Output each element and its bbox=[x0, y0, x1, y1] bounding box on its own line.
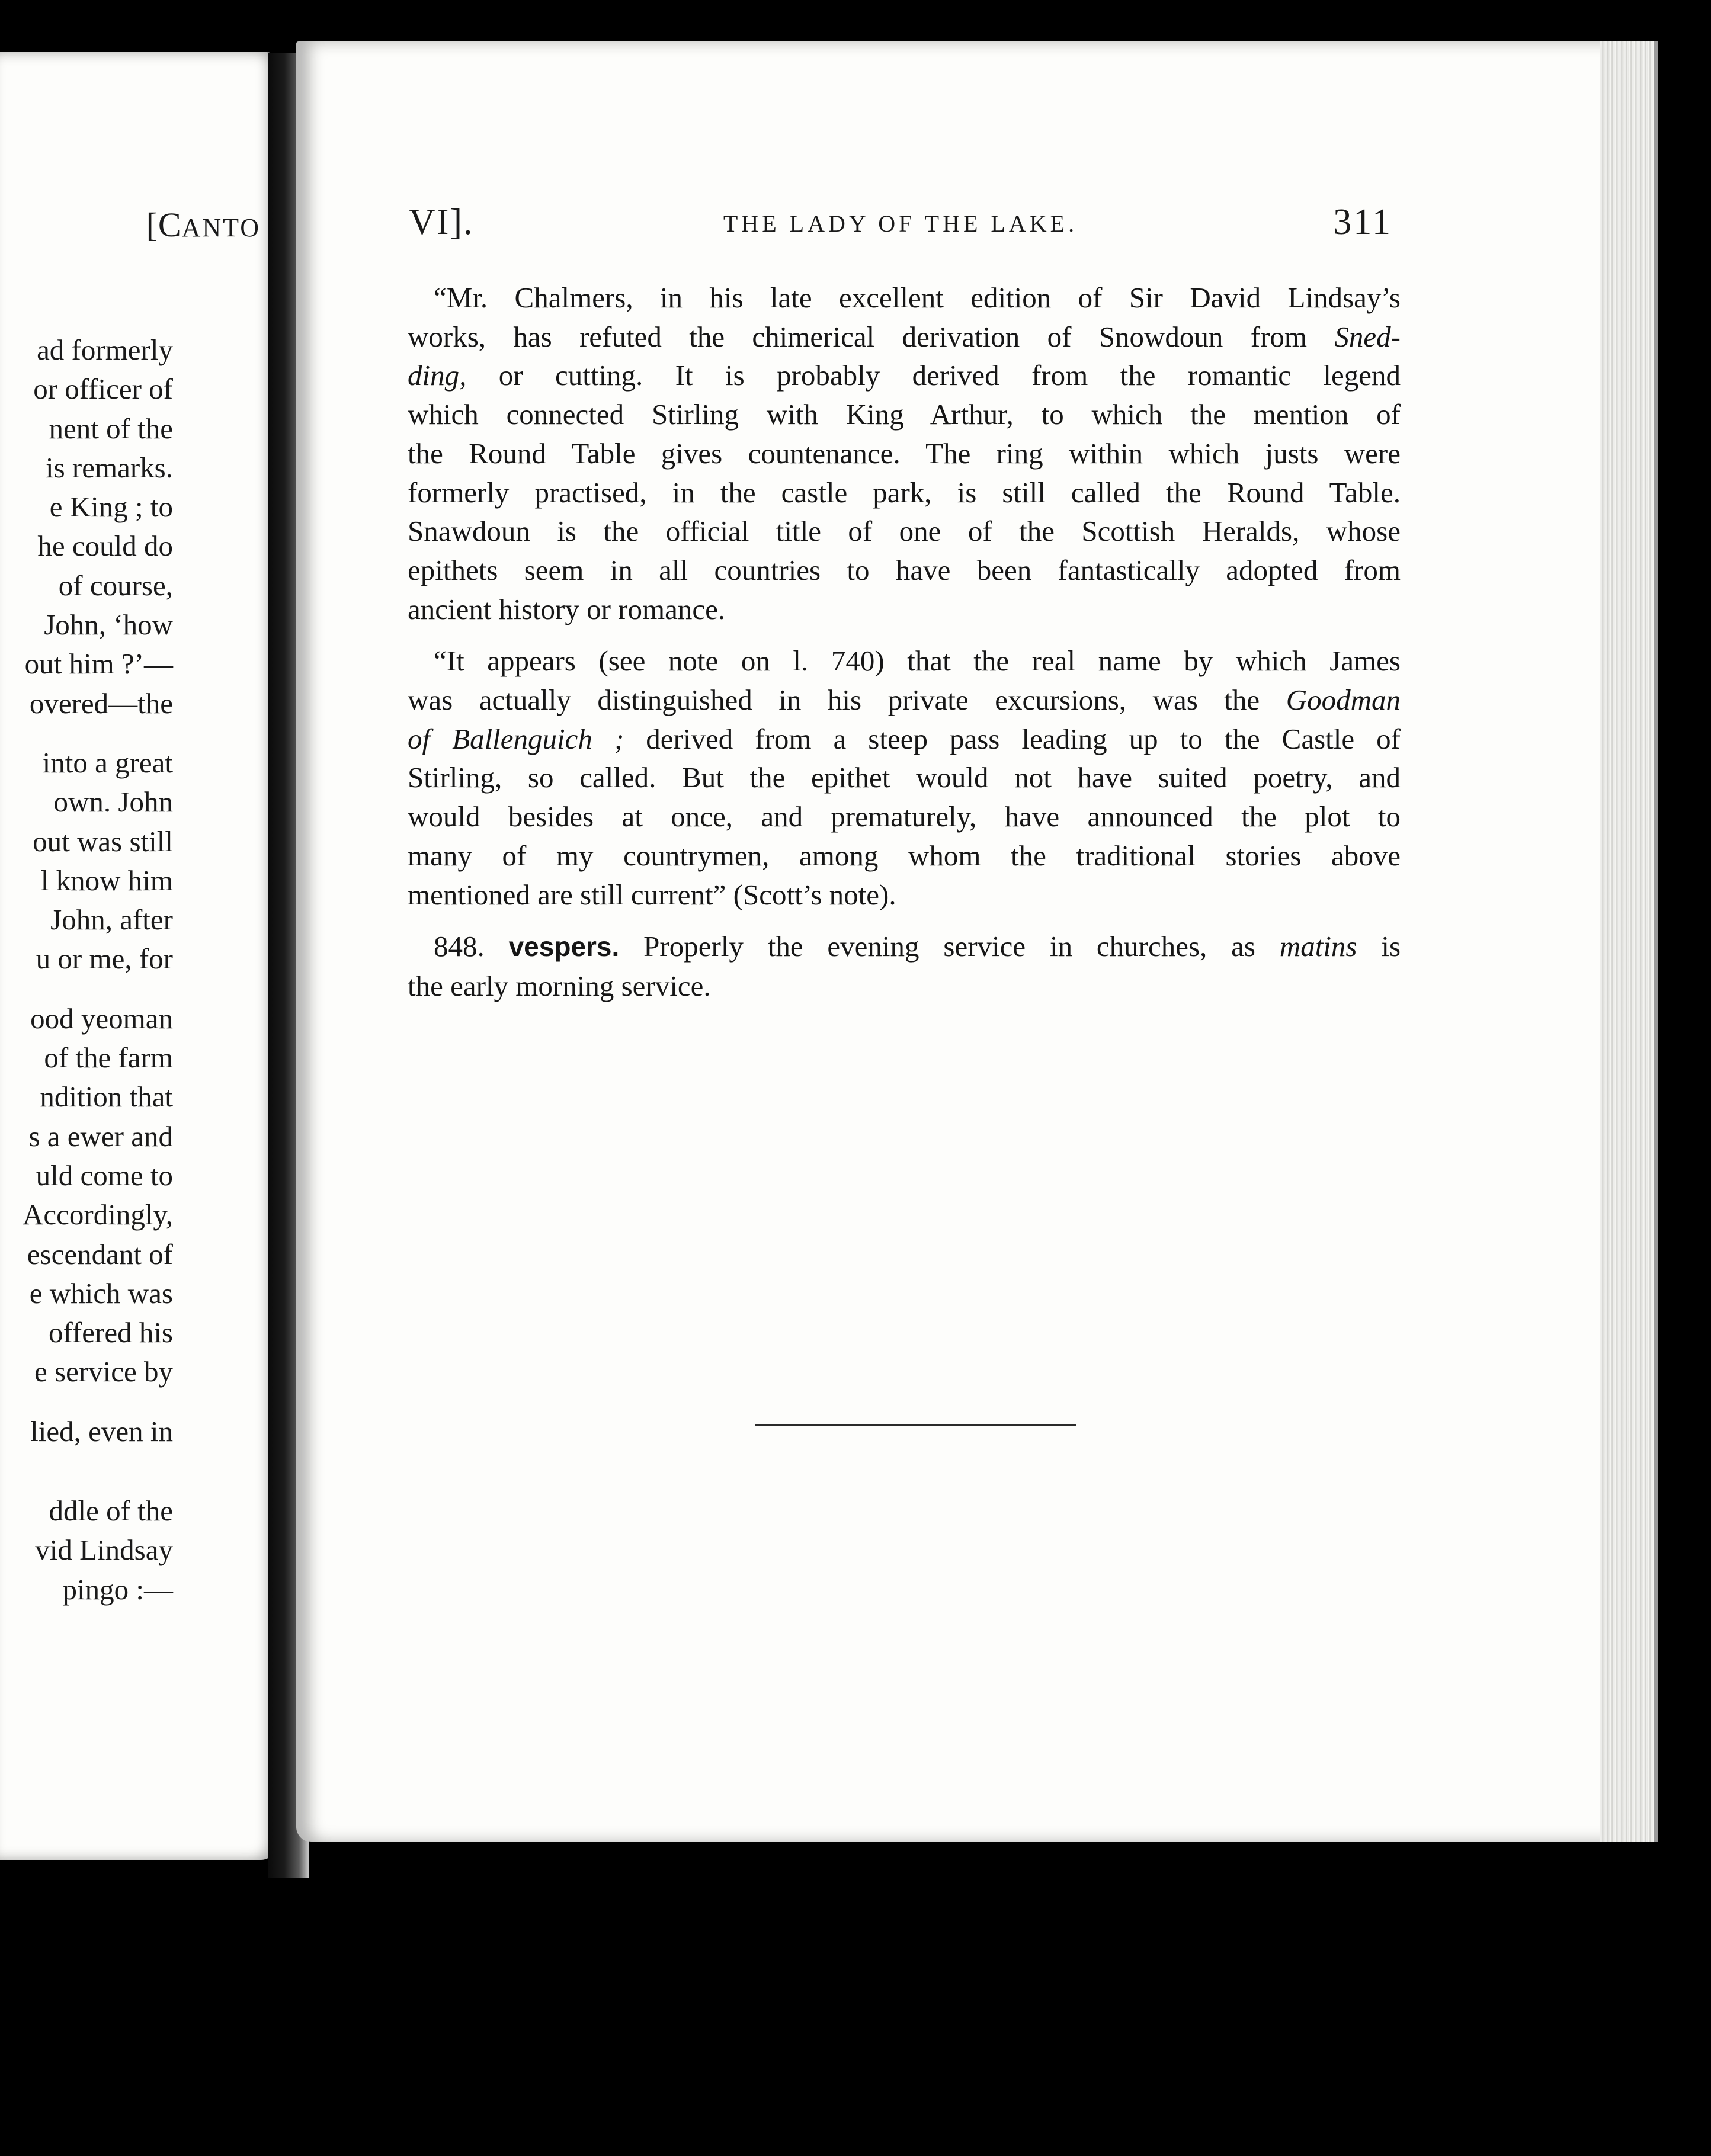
text-segment: works, has refuted the chimerical derivation of Snowdoun from bbox=[408, 320, 1308, 353]
text-segment: was actually distinguished in his private excursions, was the bbox=[408, 684, 1260, 717]
left-text-line: l know him bbox=[40, 864, 173, 897]
text-line: the Round Table gives countenance. The ring within which justs were bbox=[408, 437, 1401, 470]
running-head bbox=[409, 201, 1392, 249]
left-text-line: pingo :— bbox=[62, 1573, 173, 1606]
text-line bbox=[408, 927, 1401, 967]
left-line-gap bbox=[23, 1392, 173, 1412]
left-text-line: is remarks. bbox=[46, 451, 173, 484]
text-line: ancient history or romance. bbox=[408, 592, 726, 625]
text-line: epithets seem in all countries to have been fantastically adopted from bbox=[408, 553, 1401, 586]
left-text-line: ddle of the bbox=[49, 1494, 173, 1528]
left-head-bracket: [ bbox=[146, 206, 158, 244]
left-text-line: e service by bbox=[34, 1355, 173, 1388]
text-line bbox=[408, 681, 1401, 720]
left-head-rest: ANTO bbox=[181, 213, 261, 242]
text-segment: or cutting. It is probably derived from the romantic legend bbox=[498, 359, 1401, 392]
note-keyword: vespers. bbox=[508, 931, 620, 962]
page-number: 311 bbox=[1333, 202, 1392, 242]
left-line-gap bbox=[23, 979, 173, 999]
left-text-line: s a ewer and bbox=[28, 1119, 173, 1153]
text-segment: is bbox=[1381, 930, 1401, 963]
left-text-line: or officer of bbox=[33, 373, 173, 406]
text-line bbox=[408, 317, 1401, 357]
left-text-line: overed—the bbox=[29, 686, 173, 720]
left-line-gap bbox=[23, 1451, 173, 1471]
text-line: Stirling, so called. But the epithet would not have suited poetry, and bbox=[408, 761, 1401, 794]
italic-term: matins bbox=[1279, 930, 1357, 963]
left-text-line: Accordingly, bbox=[23, 1198, 173, 1231]
left-text-line: John, ‘how bbox=[44, 608, 173, 641]
left-text-line: of the farm bbox=[44, 1041, 173, 1074]
left-running-head bbox=[146, 205, 261, 245]
left-text-line: he could do bbox=[37, 530, 173, 563]
left-text-line: own. John bbox=[53, 785, 173, 819]
running-head-canto: VI]. bbox=[409, 202, 474, 242]
left-text-line: John, after bbox=[50, 903, 173, 936]
text-line: Snawdoun is the official title of one of the Scottish Heralds, whose bbox=[408, 515, 1401, 548]
left-text-line: out him ?’— bbox=[24, 647, 173, 681]
left-text-line: ood yeoman bbox=[30, 1002, 173, 1035]
left-text-line: uld come to bbox=[36, 1159, 173, 1192]
page-edges bbox=[1600, 41, 1658, 1842]
left-text-line: ndition that bbox=[40, 1080, 173, 1114]
left-text-line: escendant of bbox=[27, 1237, 173, 1270]
left-text-line: e King ; to bbox=[49, 490, 173, 524]
text-line: mentioned are still current” (Scott’s note). bbox=[408, 878, 896, 911]
text-segment: derived from a steep pass leading up to the Castle of bbox=[646, 722, 1401, 755]
text-line: “It appears (see note on l. 740) that the real name by which James bbox=[434, 644, 1401, 678]
left-text-line: nent of the bbox=[49, 412, 173, 445]
text-line bbox=[408, 720, 1401, 759]
left-text-line: into a great bbox=[42, 746, 173, 779]
running-head-title: THE LADY OF THE LAKE. bbox=[723, 210, 1078, 237]
left-line-gap bbox=[23, 1471, 173, 1491]
text-line: which connected Stirling with King Arthur, to which the mention of bbox=[408, 398, 1401, 431]
left-text-line: u or me, for bbox=[36, 942, 173, 976]
body-text bbox=[408, 278, 1401, 1006]
text-line: many of my countrymen, among whom the traditional stories above bbox=[408, 839, 1401, 872]
left-text-line: out was still bbox=[33, 824, 173, 858]
text-line: the early morning service. bbox=[408, 969, 711, 1002]
text-segment: Properly the evening service in churches, as bbox=[643, 930, 1255, 963]
note-number: 848. bbox=[434, 930, 485, 963]
italic-term: of Ballenguich ; bbox=[408, 722, 624, 755]
italic-term: ding, bbox=[408, 359, 467, 392]
section-end-rule bbox=[755, 1424, 1076, 1426]
left-text-line: e which was bbox=[29, 1276, 173, 1310]
left-line-gap bbox=[23, 723, 173, 743]
text-line bbox=[408, 356, 1401, 395]
text-line: formerly practised, in the castle park, is still called the Round Table. bbox=[408, 476, 1401, 509]
left-text-line: lied, even in bbox=[30, 1414, 173, 1448]
left-text-line: ad formerly bbox=[37, 333, 173, 366]
left-text-line: offered his bbox=[49, 1316, 173, 1349]
italic-term: Sned- bbox=[1334, 320, 1401, 353]
paragraph-james bbox=[408, 641, 1401, 914]
text-line: “Mr. Chalmers, in his late excellent edition of Sir David Lindsay’s bbox=[434, 281, 1401, 314]
note-vespers bbox=[408, 927, 1401, 1005]
left-page-text bbox=[23, 331, 173, 1609]
left-text-line: vid Lindsay bbox=[35, 1533, 173, 1567]
left-page bbox=[0, 52, 277, 1860]
left-head-initial: C bbox=[158, 206, 182, 244]
left-text-line: of course, bbox=[58, 569, 173, 602]
paragraph-chalmers bbox=[408, 278, 1401, 628]
italic-term: Goodman bbox=[1286, 684, 1401, 717]
text-line: would besides at once, and prematurely, have announced the plot to bbox=[408, 800, 1401, 833]
